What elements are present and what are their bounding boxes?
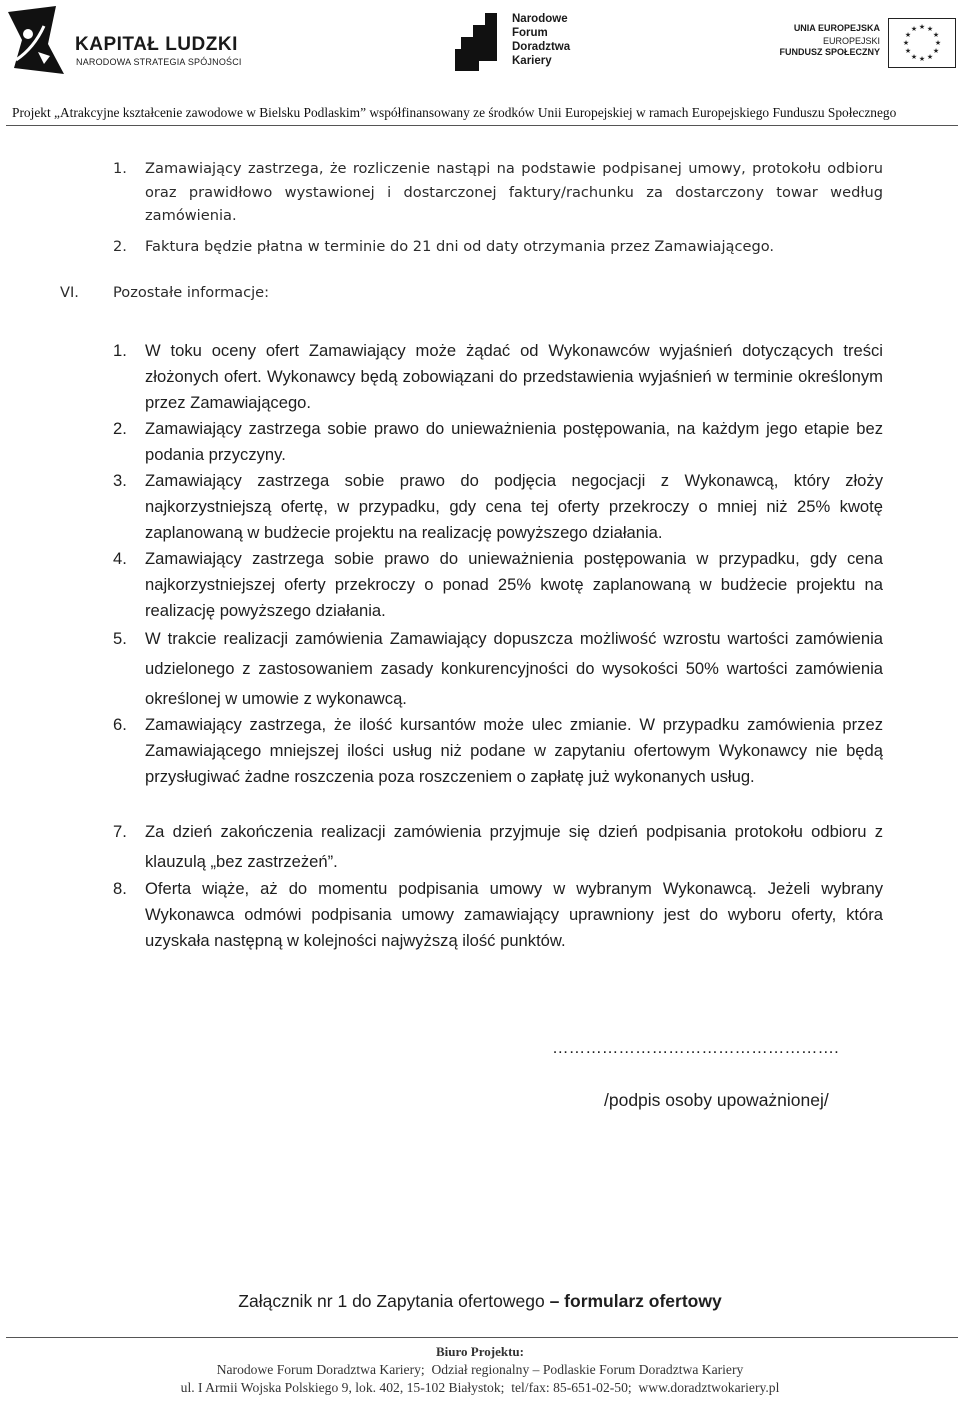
footer-line-2: ul. I Armii Wojska Polskiego 9, lok. 402, 15-102 Białystok; tel/fax: 85-651-02-50; www.doradztwokariery.pl — [180, 1380, 780, 1395]
svg-text:★: ★ — [904, 31, 912, 39]
item-number: 6. — [113, 715, 127, 734]
section-vi-item-6 — [113, 712, 883, 790]
svg-text:★: ★ — [932, 47, 940, 55]
item-number: 1. — [113, 341, 127, 360]
item-text: Oferta wiąże, aż do momentu podpisania umowy w wybranym Wykonawcą. Jeżeli wybrany Wykonawca odmówi podpisania umowy zamawiający uprawniony jest do wyboru oferty, która uzyskała następną w kolejności najwyższą ilość punktów. — [145, 879, 883, 950]
kapital-ludzki-logo-icon — [4, 4, 68, 78]
project-line: Projekt „Atrakcyjne kształcenie zawodowe w Bielsku Podlaskim” współfinansowany ze środków Unii Europejskiej w ramach Europejskiego Funduszu Społecznego — [12, 105, 897, 120]
item-number: 1. — [113, 160, 127, 177]
signature-label: /podpis osoby upoważnionej/ — [604, 1090, 829, 1110]
item-text: Zamawiający zastrzega, że rozliczenie nastąpi na podstawie podpisanej umowy, protokołu odbioru oraz prawidłowo wystawionej i dostarczonej faktury/rachunku za dostarczony towar według zamówienia. — [145, 160, 883, 224]
footer-divider — [6, 1337, 958, 1338]
item-number: 4. — [113, 549, 127, 568]
kapital-ludzki-logo — [4, 4, 254, 78]
nfdk-line-4: Kariery — [512, 55, 552, 67]
item-text: W trakcie realizacji zamówienia Zamawiający dopuszcza możliwość wzrostu wartości zamówienia udzielonego z zastosowaniem zasady konkurencyjności do wysokości 50% wartości zamówienia określonej w umowie z wykonawcą. — [145, 629, 883, 708]
item-number: 2. — [113, 238, 127, 255]
item-text: Zamawiający zastrzega, że ilość kursantów może ulec zmianie. W przypadku zamówienia przez Zamawiającego mniejszej ilości usług niż podane w zapytaniu ofertowym Wykonawcy nie będą przysługiwać żadne roszczenia poza roszczeniem o zapłatę już wykonanych usług. — [145, 715, 883, 786]
section-vi-item-1 — [113, 338, 883, 416]
eu-line-3: FUNDUSZ SPOŁECZNY — [779, 47, 880, 57]
item-text: Faktura będzie płatna w terminie do 21 dni od daty otrzymania przez Zamawiającego. — [145, 238, 775, 255]
svg-text:★: ★ — [932, 31, 940, 39]
item-number: 7. — [113, 822, 127, 841]
item-number: 5. — [113, 629, 127, 648]
svg-text:★: ★ — [902, 39, 910, 47]
section-v-item-2 — [113, 235, 883, 259]
header-divider — [6, 125, 958, 126]
svg-text:★: ★ — [926, 53, 934, 61]
svg-text:★: ★ — [910, 25, 918, 33]
nfdk-line-3: Doradztwa — [512, 41, 571, 53]
svg-text:★: ★ — [910, 53, 918, 61]
attachment-heading-text: Załącznik nr 1 do Zapytania ofertowego — [238, 1291, 550, 1311]
footer-line-1: Narodowe Forum Doradztwa Kariery; Odział regionalny – Podlaskie Forum Doradztwa Kariery — [216, 1362, 744, 1377]
item-text: Zamawiający zastrzega sobie prawo do unieważnienia postępowania, na każdym jego etapie bez podania przyczyny. — [145, 419, 883, 464]
svg-text:★: ★ — [918, 55, 926, 63]
section-vi-item-7 — [113, 817, 883, 877]
item-text: Za dzień zakończenia realizacji zamówienia przyjmuje się dzień podpisania protokołu odbioru z klauzulą „bez zastrzeżeń”. — [145, 822, 883, 871]
item-number: 2. — [113, 419, 127, 438]
signature-line: ……………………………………………. — [552, 1038, 839, 1057]
section-vi-item-2 — [113, 416, 883, 468]
section-vi-item-3 — [113, 468, 883, 546]
nfdk-steps-icon — [455, 13, 507, 71]
nfdk-logo — [455, 13, 575, 75]
eu-line-1: UNIA EUROPEJSKA — [793, 23, 880, 33]
attachment-heading-bold: – formularz ofertowy — [549, 1291, 722, 1311]
item-number: 8. — [113, 879, 127, 898]
eu-line-2: EUROPEJSKI — [822, 36, 880, 46]
item-text: Zamawiający zastrzega sobie prawo do podjęcia negocjacji z Wykonawcą, który złoży najkorzystniejszą ofertę, w przypadku, gdy cena tej oferty przekroczy o mniej niż 25% kwotę zaplanowaną w budżecie projektu na realizację powyższego działania. — [145, 471, 883, 542]
svg-text:★: ★ — [934, 39, 942, 47]
svg-text:★: ★ — [904, 47, 912, 55]
nfdk-line-1: Narodowe — [512, 13, 568, 25]
section-vi-number: VI. — [60, 284, 79, 301]
nfdk-line-2: Forum — [512, 27, 548, 39]
footer-title: Biuro Projektu: — [436, 1344, 524, 1359]
item-text: Zamawiający zastrzega sobie prawo do unieważnienia postępowania w przypadku, gdy cena najkorzystniejszej oferty przekroczy o ponad 25% kwotę zaplanowaną w budżecie projektu na realizację powyższego działania. — [145, 549, 883, 620]
attachment-heading — [0, 1291, 960, 1312]
kapital-ludzki-subtitle: NARODOWA STRATEGIA SPÓJNOŚCI — [76, 57, 242, 67]
section-vi-item-8 — [113, 876, 883, 954]
section-vi-item-4 — [113, 546, 883, 624]
svg-text:★: ★ — [926, 25, 934, 33]
kapital-ludzki-title: KAPITAŁ LUDZKI — [75, 34, 238, 55]
eu-logo — [770, 18, 956, 70]
item-text: W toku oceny ofert Zamawiający może żądać od Wykonawców wyjaśnień dotyczących treści złożonych ofert. Wykonawcy będą zobowiązani do przedstawienia wyjaśnień w terminie określonym przez Zamawiającego. — [145, 341, 883, 412]
section-v-item-1 — [113, 157, 883, 228]
item-number: 3. — [113, 471, 127, 490]
section-vi-item-5 — [113, 624, 883, 714]
section-vi-title: Pozostałe informacje: — [113, 284, 270, 301]
svg-text:★: ★ — [918, 23, 926, 31]
eu-flag-icon — [888, 18, 956, 68]
